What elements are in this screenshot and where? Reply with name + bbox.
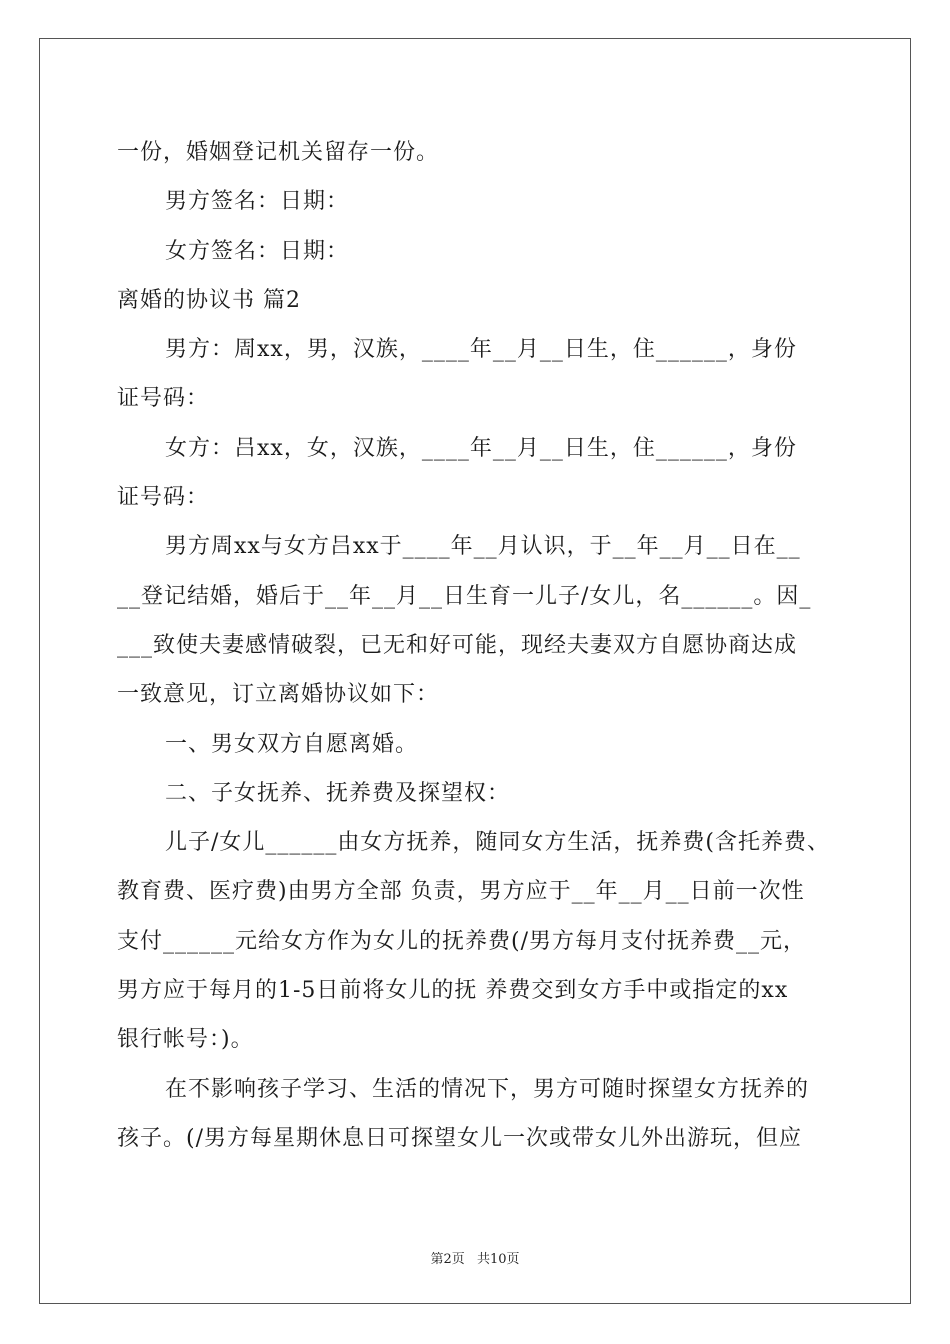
text-line: 一致意见，订立离婚协议如下：	[117, 682, 440, 708]
text-line: 在不影响孩子学习、生活的情况下，男方可随时探望女方抚养的	[165, 1076, 810, 1102]
text-line: 一份，婚姻登记机关留存一份。	[117, 140, 440, 165]
text-line: 男方签名：日期：	[165, 189, 350, 215]
document-body	[117, 128, 837, 1163]
text-line: 男方应于每月的1-5日前将女儿的抚 养费交到女方手中或指定的xx	[117, 978, 789, 1004]
text-line: 银行帐号：)。	[117, 1027, 254, 1053]
text-line: 证号码：	[117, 386, 210, 412]
text-line: 支付______元给女方作为女儿的抚养费(/男方每月支付抚养费__元，	[117, 928, 806, 954]
text-line: __登记结婚，婚后于__年__月__日生育一儿子/女儿，名______。因_	[117, 583, 812, 609]
page-number: 第2页	[430, 1252, 465, 1267]
section-heading: 离婚的协议书 篇2	[117, 287, 301, 313]
text-line: 证号码：	[117, 485, 210, 511]
text-line: 教育费、医疗费)由男方全部 负责，男方应于__年__月__日前一次性	[117, 879, 805, 905]
page-total: 共10页	[476, 1252, 520, 1267]
text-line: ___致使夫妻感情破裂，已无和好可能，现经夫妻双方自愿协商达成	[117, 632, 798, 658]
text-line: 男方周xx与女方吕xx于____年__月认识，于__年__月__日在__	[165, 534, 801, 560]
text-line: 孩子。(/男方每星期休息日可探望女儿一次或带女儿外出游玩，但应	[117, 1125, 802, 1151]
page-footer	[0, 1248, 950, 1267]
text-line: 一、男女双方自愿离婚。	[165, 731, 419, 757]
text-line: 女方签名：日期：	[165, 238, 350, 264]
text-line: 儿子/女儿______由女方抚养，随同女方生活，抚养费(含托养费、	[165, 830, 830, 856]
text-line: 男方：周xx，男，汉族，____年__月__日生，住______，身份	[165, 337, 797, 363]
text-line: 女方：吕xx，女，汉族，____年__月__日生，住______，身份	[165, 435, 797, 461]
text-line: 二、子女抚养、抚养费及探望权：	[165, 780, 511, 806]
